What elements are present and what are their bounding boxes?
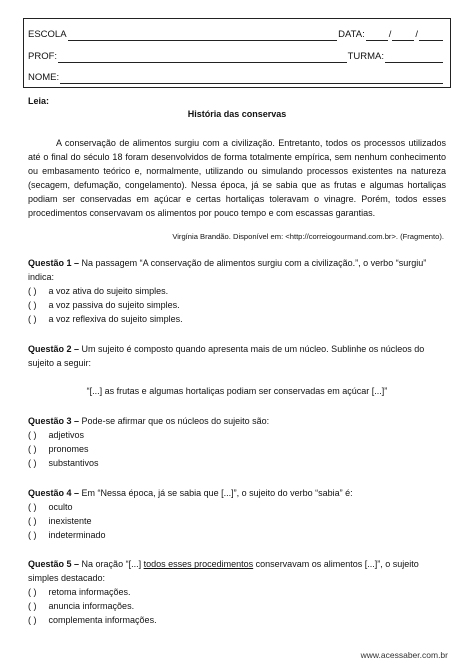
option-row bbox=[28, 585, 446, 599]
option-row bbox=[28, 442, 446, 456]
date-year-field[interactable] bbox=[419, 30, 443, 41]
option-text: substantivos bbox=[48, 458, 99, 469]
option-row bbox=[28, 312, 446, 326]
question-5-label: Questão 5 – bbox=[28, 559, 80, 570]
option-row bbox=[28, 613, 446, 627]
question-3-label: Questão 3 – bbox=[28, 416, 80, 427]
option-row bbox=[28, 298, 446, 312]
text-title: História das conservas bbox=[187, 109, 287, 119]
date-separator: / bbox=[388, 29, 392, 41]
question-2-quote: “[...] as frutas e algumas hortaliças podiam ser conservadas em açúcar [...]” bbox=[86, 386, 388, 397]
option-text: inexistente bbox=[48, 516, 92, 527]
option-text: retoma informações. bbox=[48, 587, 131, 598]
option-row bbox=[28, 599, 446, 613]
question-4-label: Questão 4 – bbox=[28, 488, 80, 499]
answer-checkbox[interactable]: ( ) bbox=[28, 601, 37, 612]
question-3-text: Pode-se afirmar que os núcleos do sujeito são: bbox=[81, 416, 270, 427]
question-3 bbox=[28, 414, 446, 428]
prof-field[interactable] bbox=[58, 52, 347, 63]
date-separator: / bbox=[415, 29, 418, 41]
option-text: adjetivos bbox=[48, 430, 85, 441]
question-5-text-before: Na oração “[...] bbox=[81, 559, 142, 570]
option-row bbox=[28, 514, 446, 528]
header-form bbox=[23, 18, 451, 88]
turma-field[interactable] bbox=[385, 52, 443, 63]
prof-label: PROF: bbox=[28, 51, 58, 63]
answer-checkbox[interactable]: ( ) bbox=[28, 444, 37, 455]
escola-row bbox=[28, 27, 444, 41]
answer-checkbox[interactable]: ( ) bbox=[28, 314, 37, 325]
escola-field[interactable] bbox=[68, 30, 338, 41]
question-4-text: Em “Nessa época, já se sabia que [...]”, o sujeito do verbo “sabia” é: bbox=[81, 488, 353, 499]
date-day-field[interactable] bbox=[366, 30, 388, 41]
prof-row bbox=[28, 49, 444, 63]
answer-checkbox[interactable]: ( ) bbox=[28, 300, 37, 311]
question-2 bbox=[28, 342, 446, 370]
option-text: complementa informações. bbox=[48, 615, 157, 626]
question-2-text: Um sujeito é composto quando apresenta mais de um núcleo. Sublinhe os núcleos do sujeito a seguir: bbox=[28, 344, 425, 369]
reading-paragraph: A conservação de alimentos surgiu com a civilização. Entretanto, todos os processos utilizados até o final do século 18 foram desenvolvidos de forma totalmente empírica, sem nenhum conhecimento ou embasamento teórico e, normalmente, utilizando ou simulando processos existentes na natureza (secagem, defumação, congelamento). Nessa época, já se sabia que as frutas e algumas hortaliças podiam ser conservadas em açúcar e certas hortaliças toleravam o vinagre. Porém, todos esses procedimentos conservavam os alimentos por pouco tempo e com escassas garantias. bbox=[28, 138, 446, 218]
question-1-label: Questão 1 – bbox=[28, 258, 80, 269]
worksheet-content bbox=[28, 96, 446, 627]
option-text: a voz passiva do sujeito simples. bbox=[48, 300, 180, 311]
nome-label: NOME: bbox=[28, 72, 60, 84]
footer-url[interactable]: www.acessaber.com.br bbox=[360, 650, 448, 660]
reading-intro: Leia: bbox=[28, 96, 50, 106]
option-text: a voz reflexiva do sujeito simples. bbox=[48, 314, 183, 325]
option-text: pronomes bbox=[48, 444, 89, 455]
question-5-text-after: conservavam os alimentos [...]”, o sujeito simples destacado: bbox=[28, 559, 419, 584]
question-1 bbox=[28, 256, 446, 284]
question-4 bbox=[28, 486, 446, 500]
option-text: oculto bbox=[48, 502, 73, 513]
option-text: a voz ativa do sujeito simples. bbox=[48, 286, 169, 297]
question-2-label: Questão 2 – bbox=[28, 344, 80, 355]
source-citation: Virgínia Brandão. Disponível em: <http://correiogourmand.com.br>. (Fragmento). bbox=[172, 232, 444, 241]
answer-checkbox[interactable]: ( ) bbox=[28, 286, 37, 297]
question-1-text: Na passagem “A conservação de alimentos surgiu com a civilização.”, o verbo “surgiu” indica: bbox=[28, 258, 427, 283]
answer-checkbox[interactable]: ( ) bbox=[28, 587, 37, 598]
nome-field[interactable] bbox=[60, 73, 443, 84]
turma-label: TURMA: bbox=[347, 51, 384, 63]
escola-label: ESCOLA bbox=[28, 29, 67, 41]
option-row bbox=[28, 428, 446, 442]
date-month-field[interactable] bbox=[392, 30, 414, 41]
data-label: DATA: bbox=[338, 29, 365, 41]
option-row bbox=[28, 284, 446, 298]
nome-row bbox=[28, 70, 444, 84]
answer-checkbox[interactable]: ( ) bbox=[28, 516, 37, 527]
answer-checkbox[interactable]: ( ) bbox=[28, 430, 37, 441]
option-text: anuncia informações. bbox=[48, 601, 135, 612]
option-row bbox=[28, 500, 446, 514]
option-row bbox=[28, 456, 446, 470]
question-5 bbox=[28, 557, 446, 585]
option-text: indeterminado bbox=[48, 530, 106, 541]
answer-checkbox[interactable]: ( ) bbox=[28, 615, 37, 626]
answer-checkbox[interactable]: ( ) bbox=[28, 458, 37, 469]
question-5-underlined-subject: todos esses procedimentos bbox=[143, 559, 254, 570]
answer-checkbox[interactable]: ( ) bbox=[28, 502, 37, 513]
option-row bbox=[28, 528, 446, 542]
answer-checkbox[interactable]: ( ) bbox=[28, 530, 37, 541]
